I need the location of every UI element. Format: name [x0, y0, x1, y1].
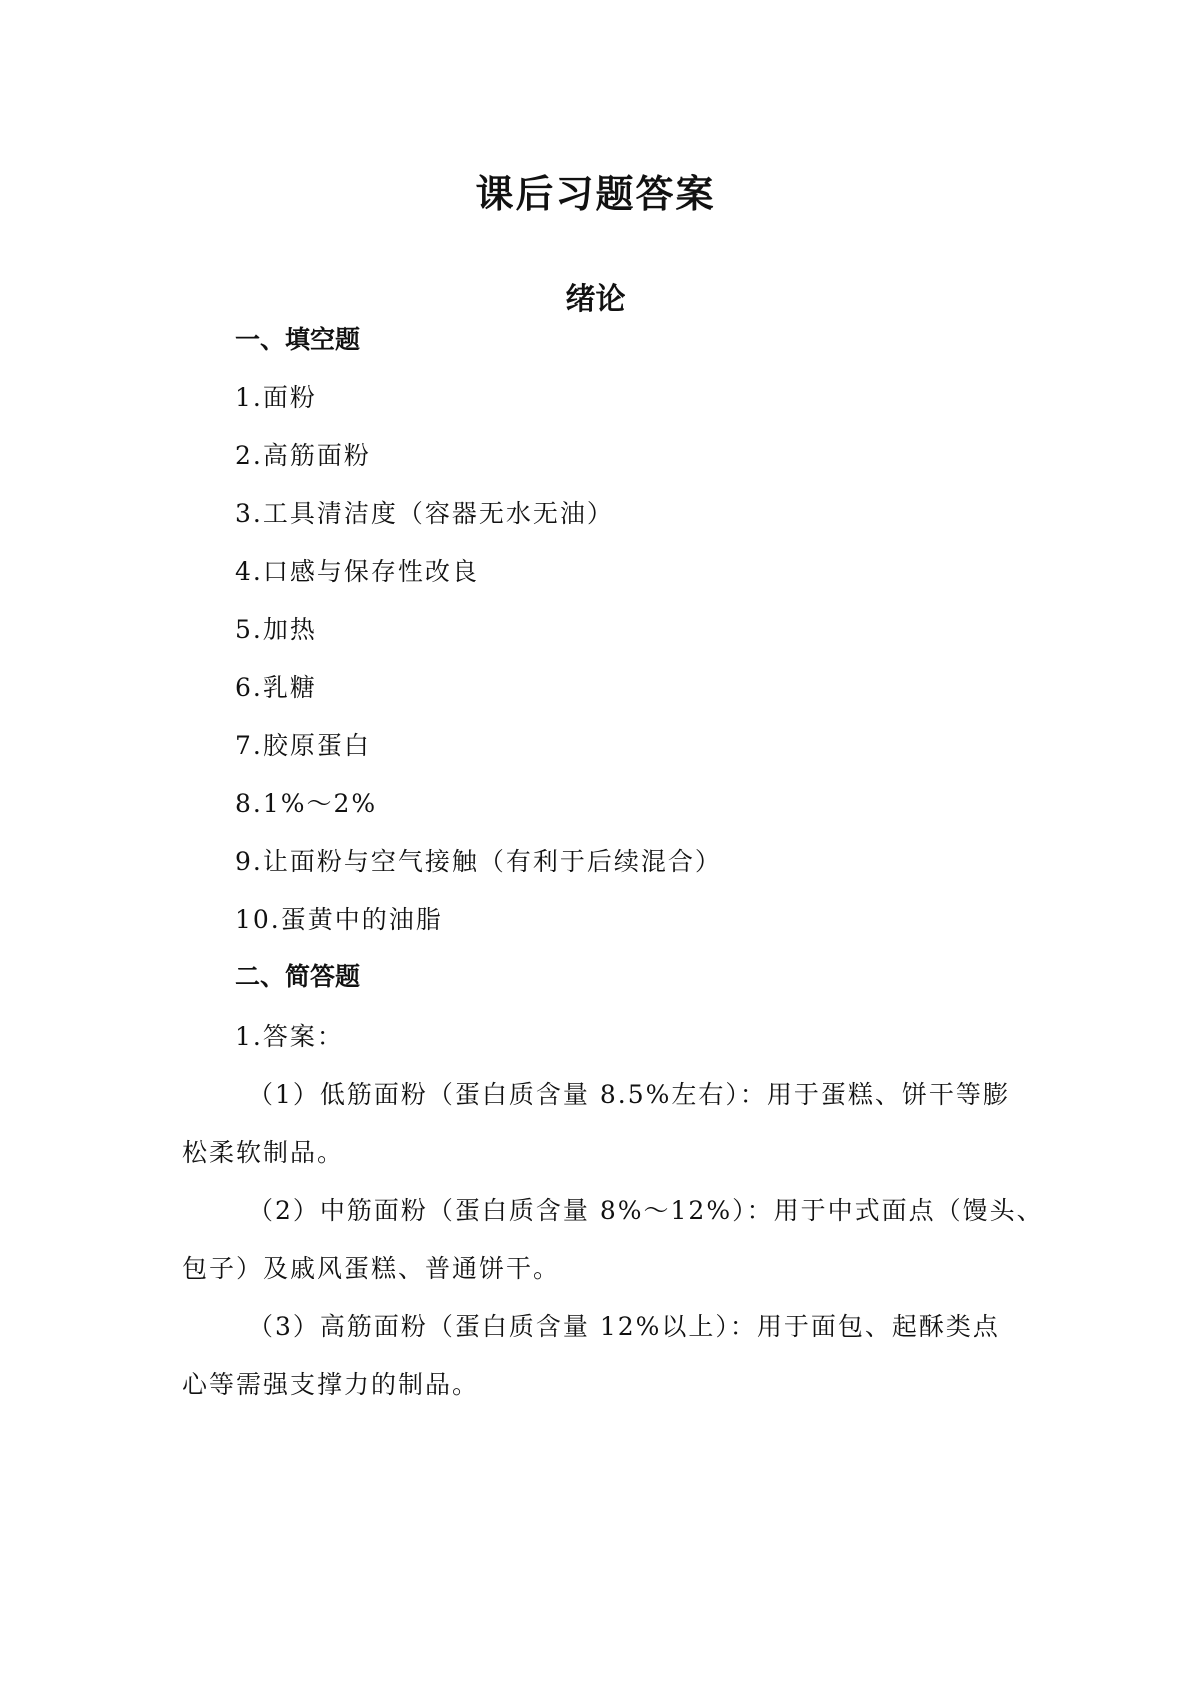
paragraph-line: （3）高筋面粉（蛋白质含量 12%以上）：用于面包、起酥类点 — [248, 1312, 1000, 1341]
answer-item: 10.蛋黄中的油脂 — [235, 905, 443, 934]
paragraph-line: 松柔软制品。 — [182, 1138, 345, 1167]
answer-item: 3.工具清洁度（容器无水无油） — [235, 499, 614, 528]
page-title: 课后习题答案 — [475, 172, 716, 216]
chapter-title: 绪论 — [565, 282, 626, 317]
paragraph-line: 心等需强支撑力的制品。 — [182, 1370, 480, 1399]
answer-item: 4.口感与保存性改良 — [235, 557, 479, 586]
answer-item: 1.面粉 — [235, 383, 317, 412]
answer-item: 2.高筋面粉 — [235, 441, 371, 470]
paragraph-line: 包子）及戚风蛋糕、普通饼干。 — [182, 1254, 561, 1283]
section-heading-short-answer: 二、简答题 — [235, 962, 361, 991]
section-heading-fill-blank: 一、填空题 — [235, 325, 361, 354]
answer-item: 5.加热 — [235, 615, 317, 644]
answer-item: 9.让面粉与空气接触（有利于后续混合） — [235, 847, 722, 876]
answer-item: 7.胶原蛋白 — [235, 731, 371, 760]
paragraph-line: （1）低筋面粉（蛋白质含量 8.5%左右）：用于蛋糕、饼干等膨 — [248, 1080, 1010, 1109]
answer-item: 6.乳糖 — [235, 673, 317, 702]
answer-label: 1.答案： — [235, 1022, 344, 1051]
answer-item: 8.1%～2% — [235, 789, 378, 818]
paragraph-line: （2）中筋面粉（蛋白质含量 8%～12%）：用于中式面点（馒头、 — [248, 1196, 1044, 1225]
